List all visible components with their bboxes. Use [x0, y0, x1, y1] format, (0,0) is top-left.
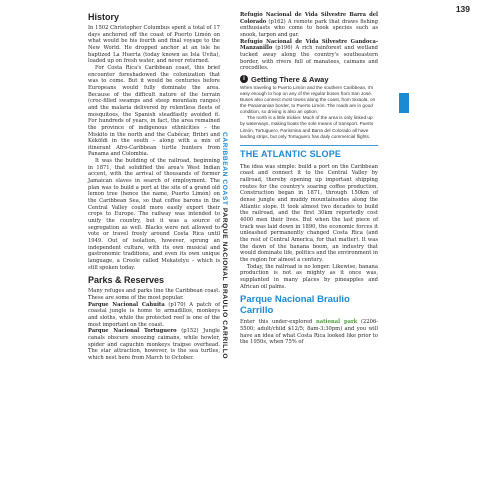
park-name: Parque Nacional Tortuguero [88, 328, 177, 335]
left-column [88, 12, 220, 362]
park-intro-text: Enter this under-explored [240, 319, 316, 326]
parks-intro: Many refuges and parks line the Caribbean coast. These are some of the most popular. [88, 288, 220, 301]
side-label-region: CARIBBEAN COAST [221, 132, 228, 206]
park-description: (p170) A patch of coastal jungle is home to armadillos, monkeys and sloths, while the protected reef is one of the most important on the coast. [88, 301, 220, 328]
parks-heading: Parks & Reserves [88, 275, 165, 286]
braulio-carrillo-paragraph [240, 319, 378, 346]
refuge-entry-gandoca [240, 39, 378, 72]
refuge-description: (p162) A remote park that draws fishing enthusiasts who come to hook species such as snook, tarpon and gar. [240, 18, 378, 38]
getting-there-title: Getting There & Away [251, 74, 329, 84]
chapter-tab-marker [399, 93, 409, 113]
national-park-link[interactable]: national park [316, 319, 358, 326]
info-icon: i [240, 75, 248, 83]
refuge-name: Refugio Nacional de Vida Silvestre Gandoca-Manzanillo [240, 38, 378, 52]
history-paragraph-1: In 1502 Christopher Columbus spent a total of 17 days anchored off the coast of Puerto Limón on what would be his fourth and final voyage to the New World. He dropped anchor at an isle he baptized La Huerta (today known as Isla Uvita), loaded up on fresh water, and never returned. [88, 25, 220, 65]
refuge-name: Refugio Nacional de Vida Silvestre Barra del Colorado [240, 12, 378, 25]
refuge-entry-barra [240, 12, 378, 39]
park-intro-details: (2206-5500; adult/child $12/5; 8am-3:30pm) and you will have an idea of what Costa Rica looked like prior to the 1950s, when 75% of [240, 319, 378, 346]
atlantic-slope-paragraph-2: Today, the railroad is no longer. Likewise, banana production is not as mighty as it once was, supplanted in many places by pineapples and African oil palms. [240, 263, 378, 290]
atlantic-slope-paragraph-1: The idea was simple: build a port on the Caribbean coast and connect it to the Central Valley by railroad, thereby opening up important shipping routes for the country's soaring coffee production. Construction began in 1871, through 150km of dense jungle and muddy mountainsides along the Atlantic slope. It took almost two decades to build the railroad, and the first 30km reportedly cost 4000 men their lives. But when the last piece of track was laid down in 1890, the economic forces it unleashed permanently changed Costa Rica (and the rest of Central America, for that matter). It was the dawn of the banana boom, an industry that would dominate life, politics and the environment in the region for almost a century. [240, 163, 378, 263]
park-entry-cahuita [88, 302, 220, 329]
page-number: 139 [455, 4, 470, 14]
park-description: (p152) Jungle canals obscure snoozing caimans, while howler, spider and capuchin monkeys traipse overhead. The star attraction, however, is the sea turtles, which nest here from March to October. [88, 328, 220, 361]
atlantic-slope-heading: THE ATLANTIC SLOPE [240, 145, 378, 159]
getting-there-header [240, 75, 378, 84]
right-column [240, 12, 378, 346]
side-label-subtitle: PARQUE NACIONAL BRAULIO CARRILLO [221, 207, 228, 360]
park-entry-tortuguero [88, 328, 220, 361]
getting-there-paragraph-2: The north is a little trickier. Much of the area is only linked up by waterways, making boats the sole means of transport. Puerto Limón, Tortuguero, Parismina and Barra del Colorado all have landing strips, but only Tortuguero has daily commercial flights. [240, 115, 374, 139]
park-name: Parque Nacional Cahuita [88, 301, 165, 308]
refuge-description: (p196) A rich rainforest and wetland tucked away along the country's southeastern border, with rivers full of manatees, caimans and crocodiles. [240, 45, 378, 72]
history-paragraph-3: It was the building of the railroad, beginning in 1871, that solidified the area's West Indian accent, with the arrival of thousands of former Jamaican slaves in search of employment. The plan was to build a port at the site of a grand old lemon tree (hence the name, Puerto Limón) on the Caribbean Sea, so that coffee barons in the Central Valley could more easily export their crops to Europe. The railway was intended to unify the country, but it was a source of segregation as well. Blacks were not allowed to vote or travel freely around Costa Rica until 1949. Out of isolation, however, sprung an independent culture, with its own musical and gastronomic traditions, and even its own unique language, a Creole called Mekatelyu – which is still spoken today. [88, 158, 220, 271]
getting-there-box [240, 75, 378, 140]
getting-there-paragraph-1: When traveling to Puerto Limón and the southern Caribbean, it's easy enough to hop on any of the regular buses from San José. Buses also connect most towns along the coast, from Sixaola, on the Panamanian border, to Puerto Limón. The roads are in good condition, so driving is also an option. [240, 84, 376, 115]
history-paragraph-2: For Costa Rica's Caribbean coast, this brief encounter foreshadowed the colonization that was to come. But it would be centuries before Europeans would fully dominate the area. Because of the difficult nature of the terrain (croc-filled swamps and steep mountain ranges) and the malaria delivered by relentless fleets of mosquitoes, the Spanish steadfastly avoided it. For hundreds of years, in fact, the area remained the province of indigenous ethnicities – the Miskito in the north and the Cabécar, Bribri and Kèköldi in the south – along with a mix of itinerant Afro-Caribbean turtle hunters from Panama and Colombia. [88, 64, 220, 158]
chapter-side-label [220, 132, 229, 472]
history-heading: History [88, 12, 120, 22]
braulio-carrillo-heading: Parque Nacional Braulio Carrillo [240, 294, 350, 317]
